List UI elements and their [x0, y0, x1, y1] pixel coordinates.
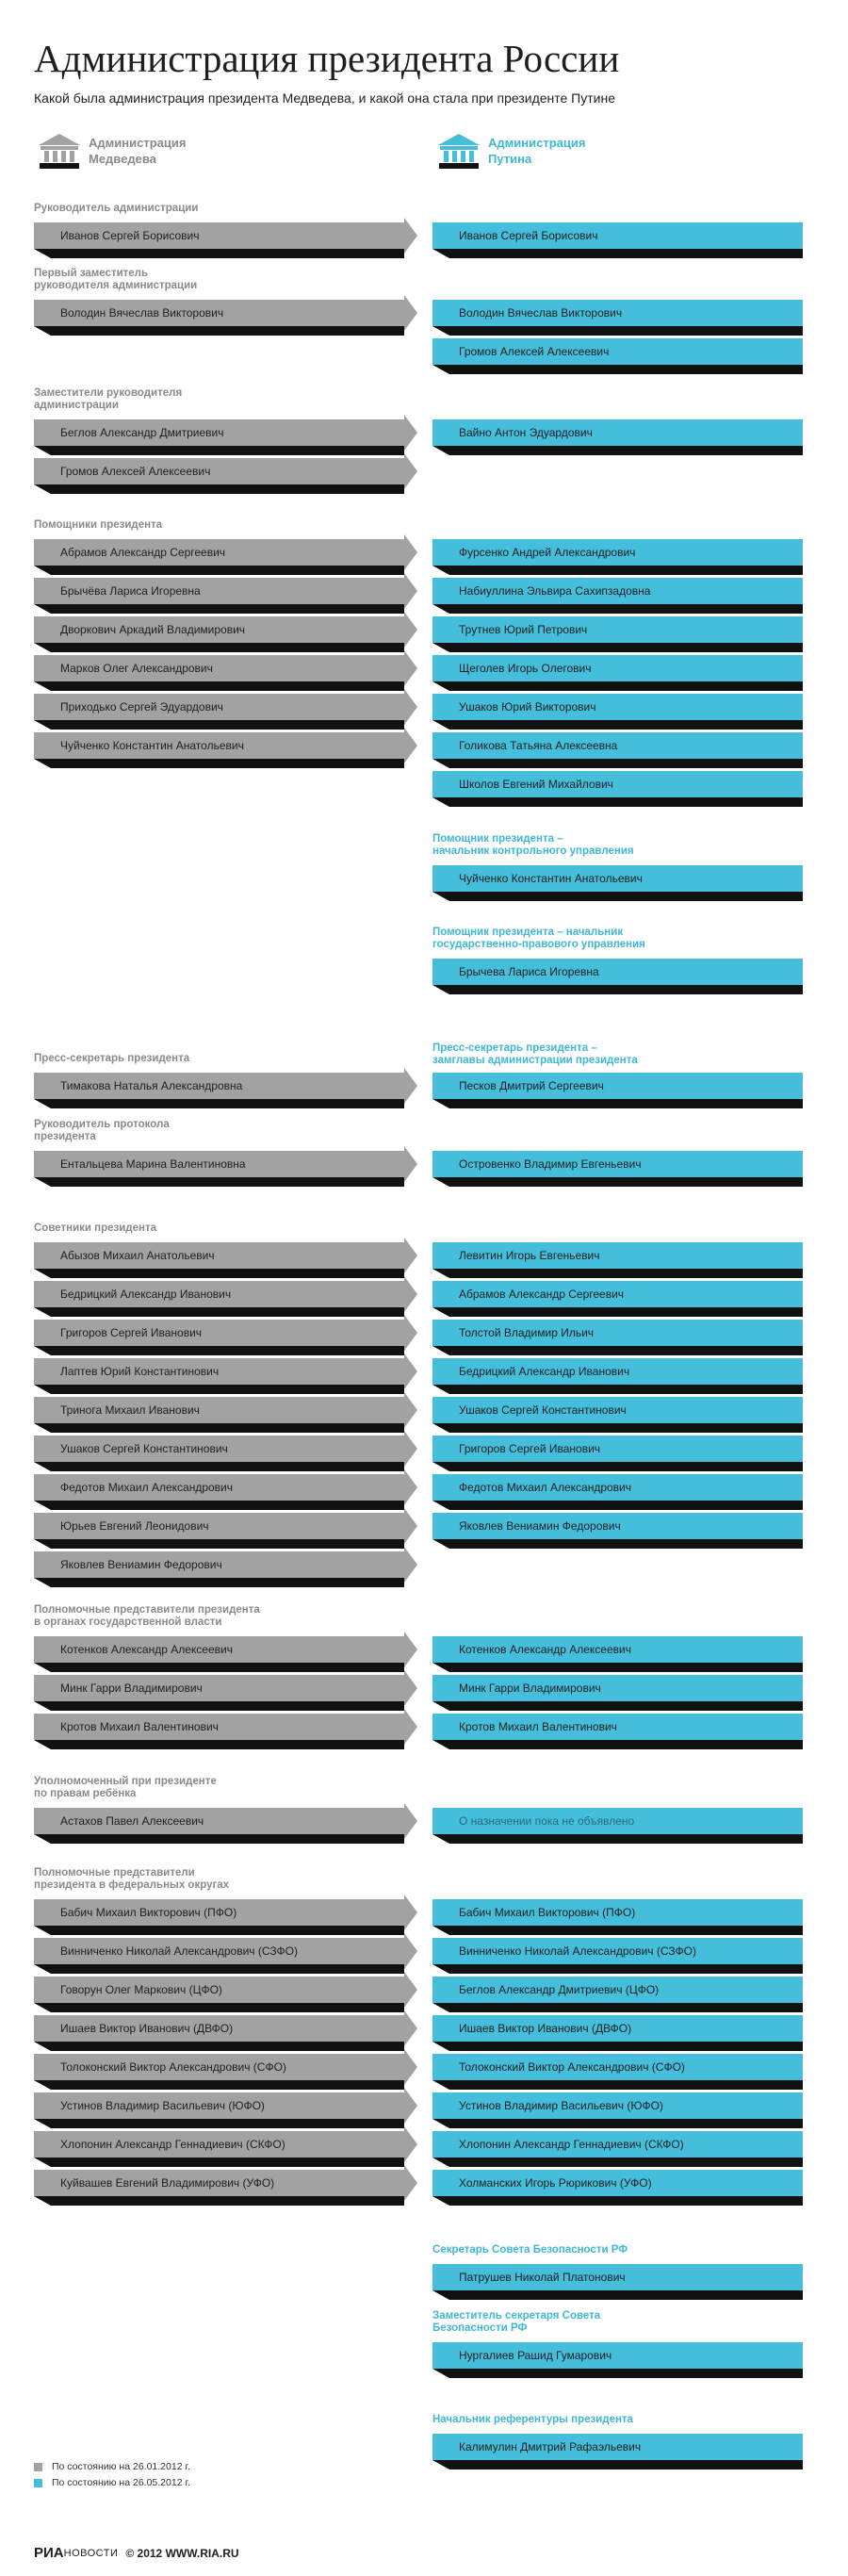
logo-novosti-text: НОВОСТИ [63, 2547, 119, 2559]
medvedev-staff-bar: Говорун Олег Маркович (ЦФО) [34, 1977, 404, 2003]
medvedev-staff-bar: Тимакова Наталья Александровна [34, 1073, 404, 1099]
medvedev-staff-bar: Ентальцева Марина Валентиновна [34, 1151, 404, 1177]
bar-arrow-tip [404, 1469, 417, 1505]
putin-only-label: Начальник референтуры президента [432, 2414, 633, 2425]
medvedev-staff-bar: Володин Вячеслав Викторович [34, 300, 404, 326]
medvedev-staff-bar: Минк Гарри Владимирович [34, 1675, 404, 1701]
section-label: Руководитель администрации [34, 203, 199, 214]
putin-staff-bar: Яковлев Вениамин Федорович [432, 1513, 803, 1539]
bar-arrow-tip [404, 1709, 417, 1745]
medvedev-staff-bar: Абызов Михаил Анатольевич [34, 1242, 404, 1269]
bar-arrow-tip [404, 2088, 417, 2124]
medvedev-staff-bar: Брычёва Лариса Игоревна [34, 578, 404, 604]
medvedev-staff-bar: Иванов Сергей Борисович [34, 222, 404, 249]
medvedev-staff-bar: Тринога Михаил Иванович [34, 1397, 404, 1423]
putin-only-label: Помощник президента – начальник контрольного управления [432, 833, 634, 857]
medvedev-staff-bar: Лаптев Юрий Константинович [34, 1358, 404, 1385]
bar-arrow-tip [404, 1632, 417, 1667]
bar-arrow-tip [404, 728, 417, 763]
bar-arrow-tip [404, 2010, 417, 2046]
putin-staff-bar: Володин Вячеслав Викторович [432, 300, 803, 326]
bar-arrow-tip [404, 453, 417, 489]
putin-staff-bar: Ушаков Юрий Викторович [432, 694, 803, 720]
putin-staff-bar: Толстой Владимир Ильич [432, 1320, 803, 1346]
government-building-icon [36, 132, 83, 170]
putin-staff-bar: Трутнев Юрий Петрович [432, 616, 803, 643]
legend-medvedev-date-text: По состоянию на 26.01.2012 г. [52, 2461, 190, 2472]
bar-arrow-tip [404, 1238, 417, 1273]
putin-only-label: Пресс-секретарь президента – замглавы администрации президента [432, 1042, 638, 1066]
bar-arrow-tip [404, 1508, 417, 1544]
putin-staff-bar: Бедрицкий Александр Иванович [432, 1358, 803, 1385]
legend-medvedev-date [34, 2461, 190, 2472]
medvedev-staff-bar: Беглов Александр Дмитриевич [34, 419, 404, 446]
bar-arrow-tip [404, 1354, 417, 1389]
legend-medvedev-label: Администрация Медведева [89, 136, 187, 166]
bar-arrow-tip [404, 1933, 417, 1969]
putin-only-label: Заместитель секретаря Совета Безопасности РФ [432, 2310, 601, 2334]
putin-staff-bar: Набиуллина Эльвира Сахипзадовна [432, 578, 803, 604]
bar-arrow-tip [404, 218, 417, 254]
bar-arrow-tip [404, 1895, 417, 1930]
bar-arrow-tip [404, 1276, 417, 1312]
section-label: Помощники президента [34, 519, 163, 531]
putin-staff-bar: Толоконский Виктор Александрович (СФО) [432, 2054, 803, 2080]
medvedev-staff-bar: Кротов Михаил Валентинович [34, 1714, 404, 1740]
medvedev-staff-bar: Бабич Михаил Викторович (ПФО) [34, 1899, 404, 1926]
medvedev-staff-bar: Абрамов Александр Сергеевич [34, 539, 404, 566]
bar-arrow-tip [404, 2049, 417, 2085]
bar-arrow-tip [404, 295, 417, 331]
medvedev-staff-bar: Винниченко Николай Александрович (СЗФО) [34, 1938, 404, 1964]
putin-staff-bar: Хлопонин Александр Геннадиевич (СКФО) [432, 2131, 803, 2158]
putin-staff-bar: Устинов Владимир Васильевич (ЮФО) [432, 2092, 803, 2119]
copyright-text: © 2012 WWW.RIA.RU [125, 2546, 239, 2560]
bar-arrow-tip [404, 1547, 417, 1583]
medvedev-staff-bar: Астахов Павел Алексеевич [34, 1808, 404, 1834]
putin-staff-bar: Федотов Михаил Александрович [432, 1474, 803, 1501]
medvedev-staff-bar: Григоров Сергей Иванович [34, 1320, 404, 1346]
section-label: Полномочные представители президента в органах государственной власти [34, 1604, 260, 1628]
bar-arrow-tip [404, 612, 417, 648]
medvedev-staff-bar: Федотов Михаил Александрович [34, 1474, 404, 1501]
putin-staff-bar: Иванов Сергей Борисович [432, 222, 803, 249]
section-label: Руководитель протокола президента [34, 1119, 170, 1142]
putin-staff-bar: Кротов Михаил Валентинович [432, 1714, 803, 1740]
putin-staff-bar: Григоров Сергей Иванович [432, 1436, 803, 1462]
putin-staff-bar: Фурсенко Андрей Александрович [432, 539, 803, 566]
bar-arrow-tip [404, 1146, 417, 1182]
putin-staff-bar: Песков Дмитрий Сергеевич [432, 1073, 803, 1099]
blue-square-icon [34, 2479, 42, 2487]
page-subtitle: Какой была администрация президента Медведева, и какой она стала при президенте Путине [34, 90, 615, 106]
legend-putin-label: Администрация Путина [488, 136, 586, 166]
section-label: Пресс-секретарь президента [34, 1053, 190, 1064]
putin-staff-bar: Бабич Михаил Викторович (ПФО) [432, 1899, 803, 1926]
bar-arrow-tip [404, 2126, 417, 2162]
medvedev-staff-bar: Устинов Владимир Васильевич (ЮФО) [34, 2092, 404, 2119]
bar-arrow-tip [404, 2165, 417, 2201]
putin-staff-bar: Вайно Антон Эдуардович [432, 419, 803, 446]
legend-medvedev [36, 132, 186, 170]
medvedev-staff-bar: Дворкович Аркадий Владимирович [34, 616, 404, 643]
legend-putin-date-text: По состоянию на 26.05.2012 г. [52, 2477, 190, 2488]
putin-staff-bar: Левитин Игорь Евгеньевич [432, 1242, 803, 1269]
putin-staff-bar: Ишаев Виктор Иванович (ДВФО) [432, 2015, 803, 2042]
bar-arrow-tip [404, 1431, 417, 1467]
putin-staff-bar: Нургалиев Рашид Гумарович [432, 2342, 803, 2369]
bar-arrow-tip [404, 415, 417, 451]
putin-staff-bar: Калимулин Дмитрий Рафаэльевич [432, 2434, 803, 2460]
putin-staff-bar: Котенков Александр Алексеевич [432, 1636, 803, 1663]
bar-arrow-tip [404, 689, 417, 725]
putin-staff-bar: Чуйченко Константин Анатольевич [432, 865, 803, 892]
ria-novosti-logo [34, 2545, 239, 2561]
bar-arrow-tip [404, 534, 417, 570]
putin-only-label: Помощник президента – начальник государственно-правового управления [432, 927, 645, 950]
bar-arrow-tip [404, 650, 417, 686]
section-label: Уполномоченный при президенте по правам ребёнка [34, 1776, 217, 1799]
medvedev-staff-bar: Громов Алексей Алексеевич [34, 458, 404, 484]
legend-putin-date [34, 2477, 190, 2488]
medvedev-staff-bar: Ушаков Сергей Константинович [34, 1436, 404, 1462]
medvedev-staff-bar: Хлопонин Александр Геннадиевич (СКФО) [34, 2131, 404, 2158]
putin-staff-bar: Ушаков Сергей Константинович [432, 1397, 803, 1423]
putin-staff-bar: Беглов Александр Дмитриевич (ЦФО) [432, 1977, 803, 2003]
medvedev-staff-bar: Чуйченко Константин Анатольевич [34, 732, 404, 759]
medvedev-staff-bar: Ишаев Виктор Иванович (ДВФО) [34, 2015, 404, 2042]
section-label: Советники президента [34, 1222, 156, 1234]
putin-staff-bar: Патрушев Николай Платонович [432, 2264, 803, 2290]
bar-arrow-tip [404, 1392, 417, 1428]
putin-staff-bar: Громов Алексей Алексеевич [432, 338, 803, 365]
medvedev-staff-bar: Юрьев Евгений Леонидович [34, 1513, 404, 1539]
putin-staff-bar: Брычева Лариса Игоревна [432, 959, 803, 985]
putin-staff-bar: О назначении пока не объявлено [432, 1808, 803, 1834]
medvedev-staff-bar: Бедрицкий Александр Иванович [34, 1281, 404, 1307]
putin-staff-bar: Минк Гарри Владимирович [432, 1675, 803, 1701]
putin-only-label: Секретарь Совета Безопасности РФ [432, 2244, 628, 2256]
medvedev-staff-bar: Котенков Александр Алексеевич [34, 1636, 404, 1663]
bar-arrow-tip [404, 1803, 417, 1839]
bar-arrow-tip [404, 1670, 417, 1706]
medvedev-staff-bar: Яковлев Вениамин Федорович [34, 1551, 404, 1578]
medvedev-staff-bar: Приходько Сергей Эдуардович [34, 694, 404, 720]
page-title: Администрация президента России [34, 37, 620, 80]
putin-staff-bar: Островенко Владимир Евгеньевич [432, 1151, 803, 1177]
putin-staff-bar: Холманских Игорь Рюрикович (УФО) [432, 2170, 803, 2196]
section-label: Первый заместитель руководителя администрации [34, 268, 198, 291]
bar-arrow-tip [404, 1068, 417, 1104]
section-label: Полномочные представители президента в федеральных округах [34, 1867, 230, 1891]
government-building-icon [435, 132, 482, 170]
putin-staff-bar: Винниченко Николай Александрович (СЗФО) [432, 1938, 803, 1964]
bar-arrow-tip [404, 1972, 417, 2008]
medvedev-staff-bar: Куйвашев Евгений Владимирович (УФО) [34, 2170, 404, 2196]
bar-arrow-tip [404, 1315, 417, 1351]
medvedev-staff-bar: Толоконский Виктор Александрович (СФО) [34, 2054, 404, 2080]
putin-staff-bar: Щеголев Игорь Олегович [432, 655, 803, 681]
bar-arrow-tip [404, 573, 417, 609]
legend-putin [435, 132, 585, 170]
medvedev-staff-bar: Марков Олег Александрович [34, 655, 404, 681]
logo-ria-text: РИА [34, 2545, 64, 2561]
putin-staff-bar: Голикова Татьяна Алексеевна [432, 732, 803, 759]
section-label: Заместители руководителя администрации [34, 387, 183, 411]
putin-staff-bar: Абрамов Александр Сергеевич [432, 1281, 803, 1307]
gray-square-icon [34, 2463, 42, 2471]
putin-staff-bar: Школов Евгений Михайлович [432, 771, 803, 797]
